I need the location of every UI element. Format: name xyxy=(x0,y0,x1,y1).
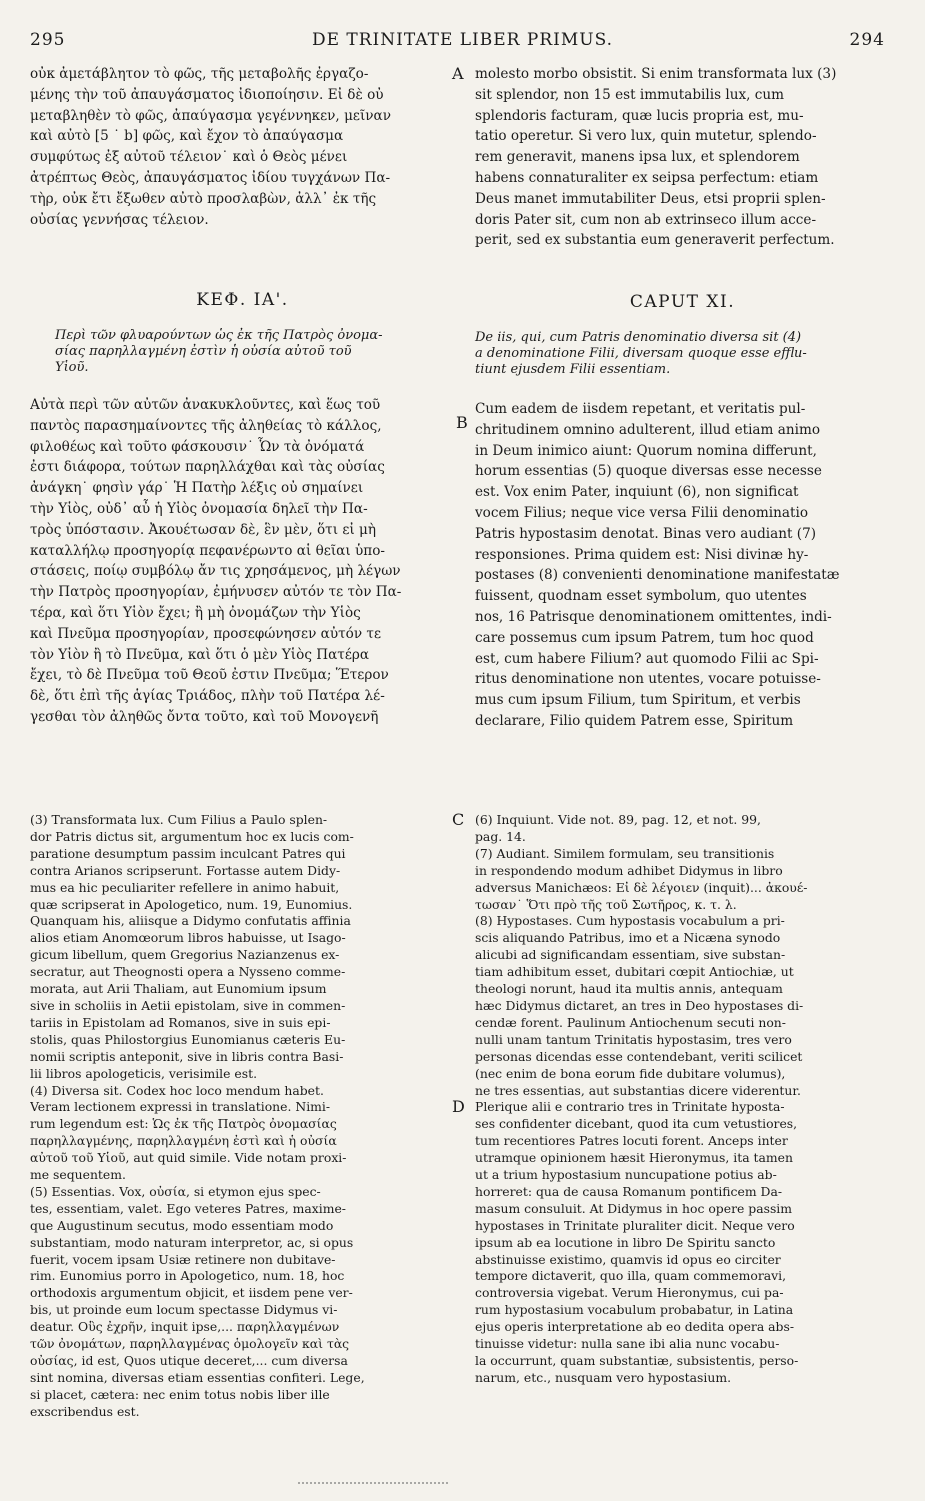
footnote-line: tes, essentiam, valet. Ego veteres Patres, maxime- xyxy=(30,1200,346,1216)
text-line: chritudinem omnino adulterent, illud etiam animo xyxy=(475,421,821,438)
footnote-line: contra Arianos scripserunt. Fortasse autem Didy- xyxy=(30,862,341,878)
footnote-line: (4) Diversa sit. Codex hoc loco mendum habet. xyxy=(30,1082,324,1098)
text-line: καὶ Πνεῦμα προσηγορίαν, προσεφώνησεν αὐτόν τε xyxy=(30,625,381,642)
footnotes-right xyxy=(475,812,890,1387)
footnote-line: ses confidenter dicebant, quod ita cum vetustiores, xyxy=(475,1116,798,1132)
footnote-line: nulli unam tantum Trinitatis hypostasim, tres vero xyxy=(475,1031,792,1047)
text-line: μένης τὴν τοῦ ἀπαυγάσματος ἰδιοποίησιν. Εἰ δὲ οὐ xyxy=(30,86,384,103)
footnote-line: tariis in Epistolam ad Romanos, sive in suis epi- xyxy=(30,1014,331,1030)
subtitle-line: tiunt ejusdem Filii essentiam. xyxy=(475,362,671,377)
footnote-line: tinuisse videtur: nulla sane ibi alia nunc vocabu- xyxy=(475,1336,780,1352)
footnote-line: substantiam, modo naturam interpretor, ac, si opus xyxy=(30,1234,354,1250)
text-line: in Deum inimico aiunt: Quorum nomina differunt, xyxy=(475,442,817,459)
footnote-line: quæ scripserat in Apologetico, num. 19, Eunomius. xyxy=(30,896,353,912)
footnote-line: ipsum ab ea locutione in libro De Spiritu sancto xyxy=(475,1234,776,1250)
text-line: τὴν Υἱὸς, οὐδ᾽ αὖ ἡ Υἱὸς ὀνομασία δηλεῖ τὴν Πα- xyxy=(30,500,368,517)
footnote-line: (5) Essentias. Vox, οὐσία, si etymon ejus spec- xyxy=(30,1183,321,1199)
footnote-line: (7) Audiant. Similem formulam, seu transitionis xyxy=(475,845,775,861)
footnote-line: tempore dictaverit, quo illa, quam commemoravi, xyxy=(475,1268,787,1284)
footnote-line: sint nomina, diversas etiam essentias confiteri. Lege, xyxy=(30,1369,365,1385)
footnote-line: Plerique alii e contrario tres in Trinitate hyposta- xyxy=(475,1099,785,1115)
subtitle-line: De iis, qui, cum Patris denominatio diversa sit (4) xyxy=(475,330,802,345)
footnote-line: sive in scholiis in Aetii epistolam, sive in commen- xyxy=(30,997,346,1013)
text-line: τέρα, καὶ ὅτι Υἱὸν ἔχει; ἢ μὴ ὀνομάζων τὴν Υἱὸς xyxy=(30,604,361,621)
footnote-line: cendæ forent. Paulinum Antiochenum secuti non- xyxy=(475,1014,786,1030)
text-line: οὐσίας γεννήσας τέλειον. xyxy=(30,211,209,228)
footnote-line: alios etiam Anomœorum libros habuisse, ut Isago- xyxy=(30,930,346,946)
text-line: τρὸς ὑπόστασιν. Ἀκουέτωσαν δὲ, ἓν μὲν, ὅτι εἰ μὴ xyxy=(30,521,377,538)
footnote-line: nomii scriptis anteponit, sive in libris contra Basi- xyxy=(30,1048,344,1064)
footnote-line: αὐτοῦ τοῦ Υἱοῦ, aut quid simile. Vide notam proxi- xyxy=(30,1150,347,1166)
text-line: doris Pater sit, cum non ab extrinseco illum acce- xyxy=(475,211,817,228)
text-line: sit splendor, non 15 est immutabilis lux, cum xyxy=(475,86,785,103)
text-line: molesto morbo obsistit. Si enim transformata lux (3) xyxy=(475,66,837,82)
footnote-line: bis, ut proinde eum locum spectasse Didymus vi- xyxy=(30,1302,338,1318)
footnote-line: morata, aut Arii Thaliam, aut Eunomium ipsum xyxy=(30,981,327,997)
text-line: ἐστι διάφορα, τούτων παρηλλάχθαι καὶ τὰς οὐσίας xyxy=(30,459,385,476)
footnote-line: pag. 14. xyxy=(475,828,526,844)
text-line: γεσθαι τὸν ἀληθῶς ὄντα τοῦτο, καὶ τοῦ Μονογενῆ xyxy=(30,708,379,725)
text-line: mus cum ipsum Filium, tum Spiritum, et verbis xyxy=(475,692,801,709)
text-line: Deus manet immutabiliter Deus, etsi proprii splen- xyxy=(475,190,826,207)
footnote-line: si placet, cætera: nec enim totus nobis liber ille xyxy=(30,1386,330,1402)
footnote-line: ejus operis interpretatione ab eo dedita opera abs- xyxy=(475,1319,795,1335)
subtitle-line: Περὶ τῶν φλυαρούντων ὡς ἐκ τῆς Πατρὸς ὀνομα- xyxy=(55,328,383,343)
margin-letter-c: C xyxy=(452,810,465,829)
text-line: fuissent, quodnam esset symbolum, quo utentes xyxy=(475,588,807,605)
footnote-line: hæc Didymus dictaret, an tres in Deo hypostases di- xyxy=(475,997,804,1013)
footnote-line: ut a trium hypostasium nuncupatione potius ab- xyxy=(475,1167,777,1183)
text-line: στάσεις, ποίῳ συμβόλῳ ἄν τις χρησάμενος, μὴ λέγων xyxy=(30,563,401,580)
text-line: ἔχει, τὸ δὲ Πνεῦμα τοῦ Θεοῦ ἐστιν Πνεῦμα; Ἕτερον xyxy=(30,667,389,684)
text-line: οὐκ ἀμετάβλητον τὸ φῶς, τῆς μεταβολῆς ἐργαζο- xyxy=(30,66,369,82)
footnote-line: stolis, quas Philostorgius Eunomianus cæteris Eu- xyxy=(30,1031,346,1047)
text-line: rem generavit, manens ipsa lux, et splendorem xyxy=(475,149,800,166)
footnote-line: τῶν ὀνομάτων, παρηλλαγμένας ὁμολογεῖν καὶ τὰς xyxy=(30,1336,350,1352)
footnote-line: (8) Hypostases. Cum hypostasis vocabulum a pri- xyxy=(475,913,785,929)
latin-chapter-title: CAPUT XI. xyxy=(629,292,736,312)
footnote-line: (3) Transformata lux. Cum Filius a Paulo splen- xyxy=(30,812,328,827)
footnote-line: παρηλλαγμένης, παρηλλαγμένη ἐστὶ καὶ ἡ οὐσία xyxy=(30,1133,337,1149)
footnote-line: ne tres essentias, aut substantias dicere viderentur. xyxy=(475,1082,801,1098)
footnote-line: τωσαν˙ Ὅτι πρὸ τῆς τοῦ Σωτῆρος, κ. τ. λ. xyxy=(475,896,737,912)
footnote-line: Quanquam his, aliisque a Didymo confutatis affinia xyxy=(30,913,351,929)
text-line: μεταβληθὲν τὸ φῶς, ἀπαύγασμα γεγέννηκεν, μεῖναν xyxy=(30,107,391,124)
text-line: nos, 16 Patrisque denominationem omittentes, indi- xyxy=(475,608,832,625)
footnote-line: que Augustinum secutus, modo essentiam modo xyxy=(30,1217,334,1233)
footnotes-left xyxy=(30,812,455,1421)
subtitle-line: σίας παρηλλαγμένη ἐστὶν ἡ οὐσία αὐτοῦ τοῦ xyxy=(55,344,352,359)
greek-chapter-subtitle xyxy=(55,328,455,376)
text-line: Αὐτὰ περὶ τῶν αὐτῶν ἀνακυκλοῦντες, καὶ ἕως τοῦ xyxy=(30,397,381,413)
text-line: τὸν Υἱὸν ἢ τὸ Πνεῦμα, καὶ ὅτι ὁ μὲν Υἱὸς Πατέρα xyxy=(30,646,370,663)
footnote-line: fuerit, vocem ipsam Usiæ retinere non dubitave- xyxy=(30,1251,336,1267)
footnote-line: tum recentiores Patres locuti forent. Anceps inter xyxy=(475,1133,788,1149)
text-line: declarare, Filio quidem Patrem esse, Spiritum xyxy=(475,712,794,729)
subtitle-line: Υἱοῦ. xyxy=(55,360,89,375)
text-line: δὲ, ὅτι ἐπὶ τῆς ἁγίας Τριάδος, πλὴν τοῦ Πατέρα λέ- xyxy=(30,688,385,705)
text-line: perit, sed ex substantia eum generaverit perfectum. xyxy=(475,232,835,249)
text-line: ἀνάγκη˙ φησὶν γάρ˙ Ἡ Πατὴρ λέξις οὐ σημαίνει xyxy=(30,480,364,497)
text-line: καταλλήλῳ προσηγορίᾳ πεφανέρωντο αἱ θεῖαι ὑπο- xyxy=(30,542,385,559)
subtitle-line: a denominatione Filii, diversam quoque esse efflu- xyxy=(475,346,807,361)
footnote-line: rum hypostasium vocabulum probabatur, in Latina xyxy=(475,1302,794,1318)
footnote-line: mus ea hic peculiariter refellere in animo habuit, xyxy=(30,879,340,895)
latin-body-text xyxy=(475,399,890,732)
text-line: responsiones. Prima quidem est: Nisi divinæ hy- xyxy=(475,546,809,563)
footnote-line: tiam adhibitum esset, dubitari cœpit Antiochiæ, ut xyxy=(475,964,794,980)
footnote-line: gicum libellum, quem Gregorius Nazianzenus ex- xyxy=(30,947,340,963)
text-line: παντὸς παρασημαίνοντες τῆς ἀληθείας τὸ κάλλος, xyxy=(30,417,382,434)
margin-letter-d: D xyxy=(452,1097,465,1116)
footnote-line: narum, etc., nusquam vero hypostasium. xyxy=(475,1369,732,1385)
footnote-line: paratione desumptum passim inculcant Patres qui xyxy=(30,845,346,861)
footnote-line: horreret: qua de causa Romanum pontificem Da- xyxy=(475,1183,783,1199)
text-line: συμφύτως ἐξ αὐτοῦ τέλειον˙ καὶ ὁ Θεὸς μένει xyxy=(30,149,348,166)
text-line: est, cum habere Filium? aut quomodo Filii ac Spi- xyxy=(475,650,819,667)
text-line: vocem Filius; neque vice versa Filii denominatio xyxy=(475,504,809,521)
page-number-right: 294 xyxy=(849,30,885,50)
text-line: τὴρ, οὐκ ἔτι ἔξωθεν αὐτὸ προσλαβὼν, ἀλλ᾽ ἐκ τῆς xyxy=(30,190,377,207)
footnote-line: lii libros apologeticis, verisimile est. xyxy=(30,1065,258,1081)
footnote-line: scis aliquando Patribus, imo et a Nicæna synodo xyxy=(475,930,781,946)
footnote-line: abstinuisse existimo, quamvis id opus eo circiter xyxy=(475,1251,781,1267)
running-title: DE TRINITATE LIBER PRIMUS. xyxy=(311,30,614,50)
page-number-left: 295 xyxy=(30,30,66,50)
footnote-line: personas dicendas esse contendebant, veriti scilicet xyxy=(475,1048,803,1064)
footnote-line: la occurrunt, quam substantiæ, subsistentis, perso- xyxy=(475,1353,799,1368)
text-line: ἀτρέπτως Θεὸς, ἀπαυγάσματος ἰδίου τυγχάνων Πα- xyxy=(30,169,391,186)
greek-top-paragraph xyxy=(30,64,455,230)
footnote-line: hypostases in Trinitate pluraliter dicit. Neque vero xyxy=(475,1217,795,1233)
footnote-line: οὐσίας, id est, Quos utique deceret,... cum diversa xyxy=(30,1353,348,1368)
footnote-line: (6) Inquiunt. Vide not. 89, pag. 12, et not. 99, xyxy=(475,812,761,827)
footnote-line: utramque opinionem hæsit Hieronymus, ita tamen xyxy=(475,1150,793,1166)
text-line: τὴν Πατρὸς προσηγορίαν, ἐμήνυσεν αὐτόν τε τὸν Πα- xyxy=(30,584,402,601)
footnote-line: me sequentem. xyxy=(30,1167,126,1183)
text-line: tatio operetur. Si vero lux, quin mutetur, splendo- xyxy=(475,128,817,145)
text-line: ritus denominatione non utentes, vocare potuisse- xyxy=(475,671,821,688)
greek-body-text xyxy=(30,395,455,728)
footnote-line: rim. Eunomius porro in Apologetico, num. 18, hoc xyxy=(30,1268,345,1284)
footnote-line: exscribendus est. xyxy=(30,1403,140,1419)
margin-letter-b: B xyxy=(456,413,468,432)
text-line: habens connaturaliter ex seipsa perfectum: etiam xyxy=(475,169,819,186)
footnote-line: dor Patris dictus sit, argumentum hoc ex lucis com- xyxy=(30,828,354,844)
footnote-line: rum legendum est: Ὡς ἐκ τῆς Πατρὸς ὀνομασίας xyxy=(30,1116,337,1132)
footnote-line: alicubi ad significandam essentiam, sive substan- xyxy=(475,947,786,963)
footnote-line: theologi norunt, haud ita multis annis, antequam xyxy=(475,981,783,997)
latin-top-paragraph xyxy=(475,64,890,251)
margin-letter-a: A xyxy=(452,64,464,83)
text-line: postases (8) convenienti denominatione manifestatæ xyxy=(475,567,840,584)
text-line: est. Vox enim Pater, inquiunt (6), non significat xyxy=(475,484,799,501)
text-line: care possemus cum ipsum Patrem, tum hoc quod xyxy=(475,629,814,646)
footnote-line: controversia vigebat. Verum Hieronymus, cui pa- xyxy=(475,1285,784,1301)
footnote-line: masum consuluit. At Didymus in hoc opere passim xyxy=(475,1200,793,1216)
bottom-rule xyxy=(298,1482,448,1492)
text-line: καὶ αὐτὸ [5 ˙ b] φῶς, καὶ ἔχον τὸ ἀπαύγασμα xyxy=(30,128,344,145)
footnote-line: Veram lectionem expressi in translatione. Nimi- xyxy=(30,1099,331,1115)
text-line: splendoris facturam, quæ lucis propria est, mu- xyxy=(475,107,804,124)
footnote-line: secratur, aut Theognosti opera a Nysseno comme- xyxy=(30,964,346,980)
greek-chapter-title: ΚΕΦ. ΙΑ'. xyxy=(196,290,289,310)
footnote-line: in respondendo modum adhibet Didymus in libro xyxy=(475,862,783,878)
text-line: horum essentias (5) quoque diversas esse necesse xyxy=(475,463,822,480)
text-line: Cum eadem de iisdem repetant, et veritatis pul- xyxy=(475,401,806,417)
latin-chapter-subtitle xyxy=(475,330,890,378)
footnote-line: (nec enim de bona eorum fide dubitare volumus), xyxy=(475,1065,786,1081)
text-line: Patris hypostasim denotat. Binas vero audiant (7) xyxy=(475,525,817,542)
footnote-line: deatur. Οὓς ἐχρῆν, inquit ipse,... παρηλλαγμένων xyxy=(30,1319,340,1335)
footnote-line: adversus Manichæos: Εἰ δὲ λέγοιεν (inquit)... ἀκουέ- xyxy=(475,879,808,895)
footnote-line: orthodoxis argumentum objicit, et iisdem pene ver- xyxy=(30,1285,353,1301)
text-line: φιλοθέως καὶ τοῦτο φάσκουσιν˙ Ὧν τὰ ὀνόματά xyxy=(30,438,365,455)
